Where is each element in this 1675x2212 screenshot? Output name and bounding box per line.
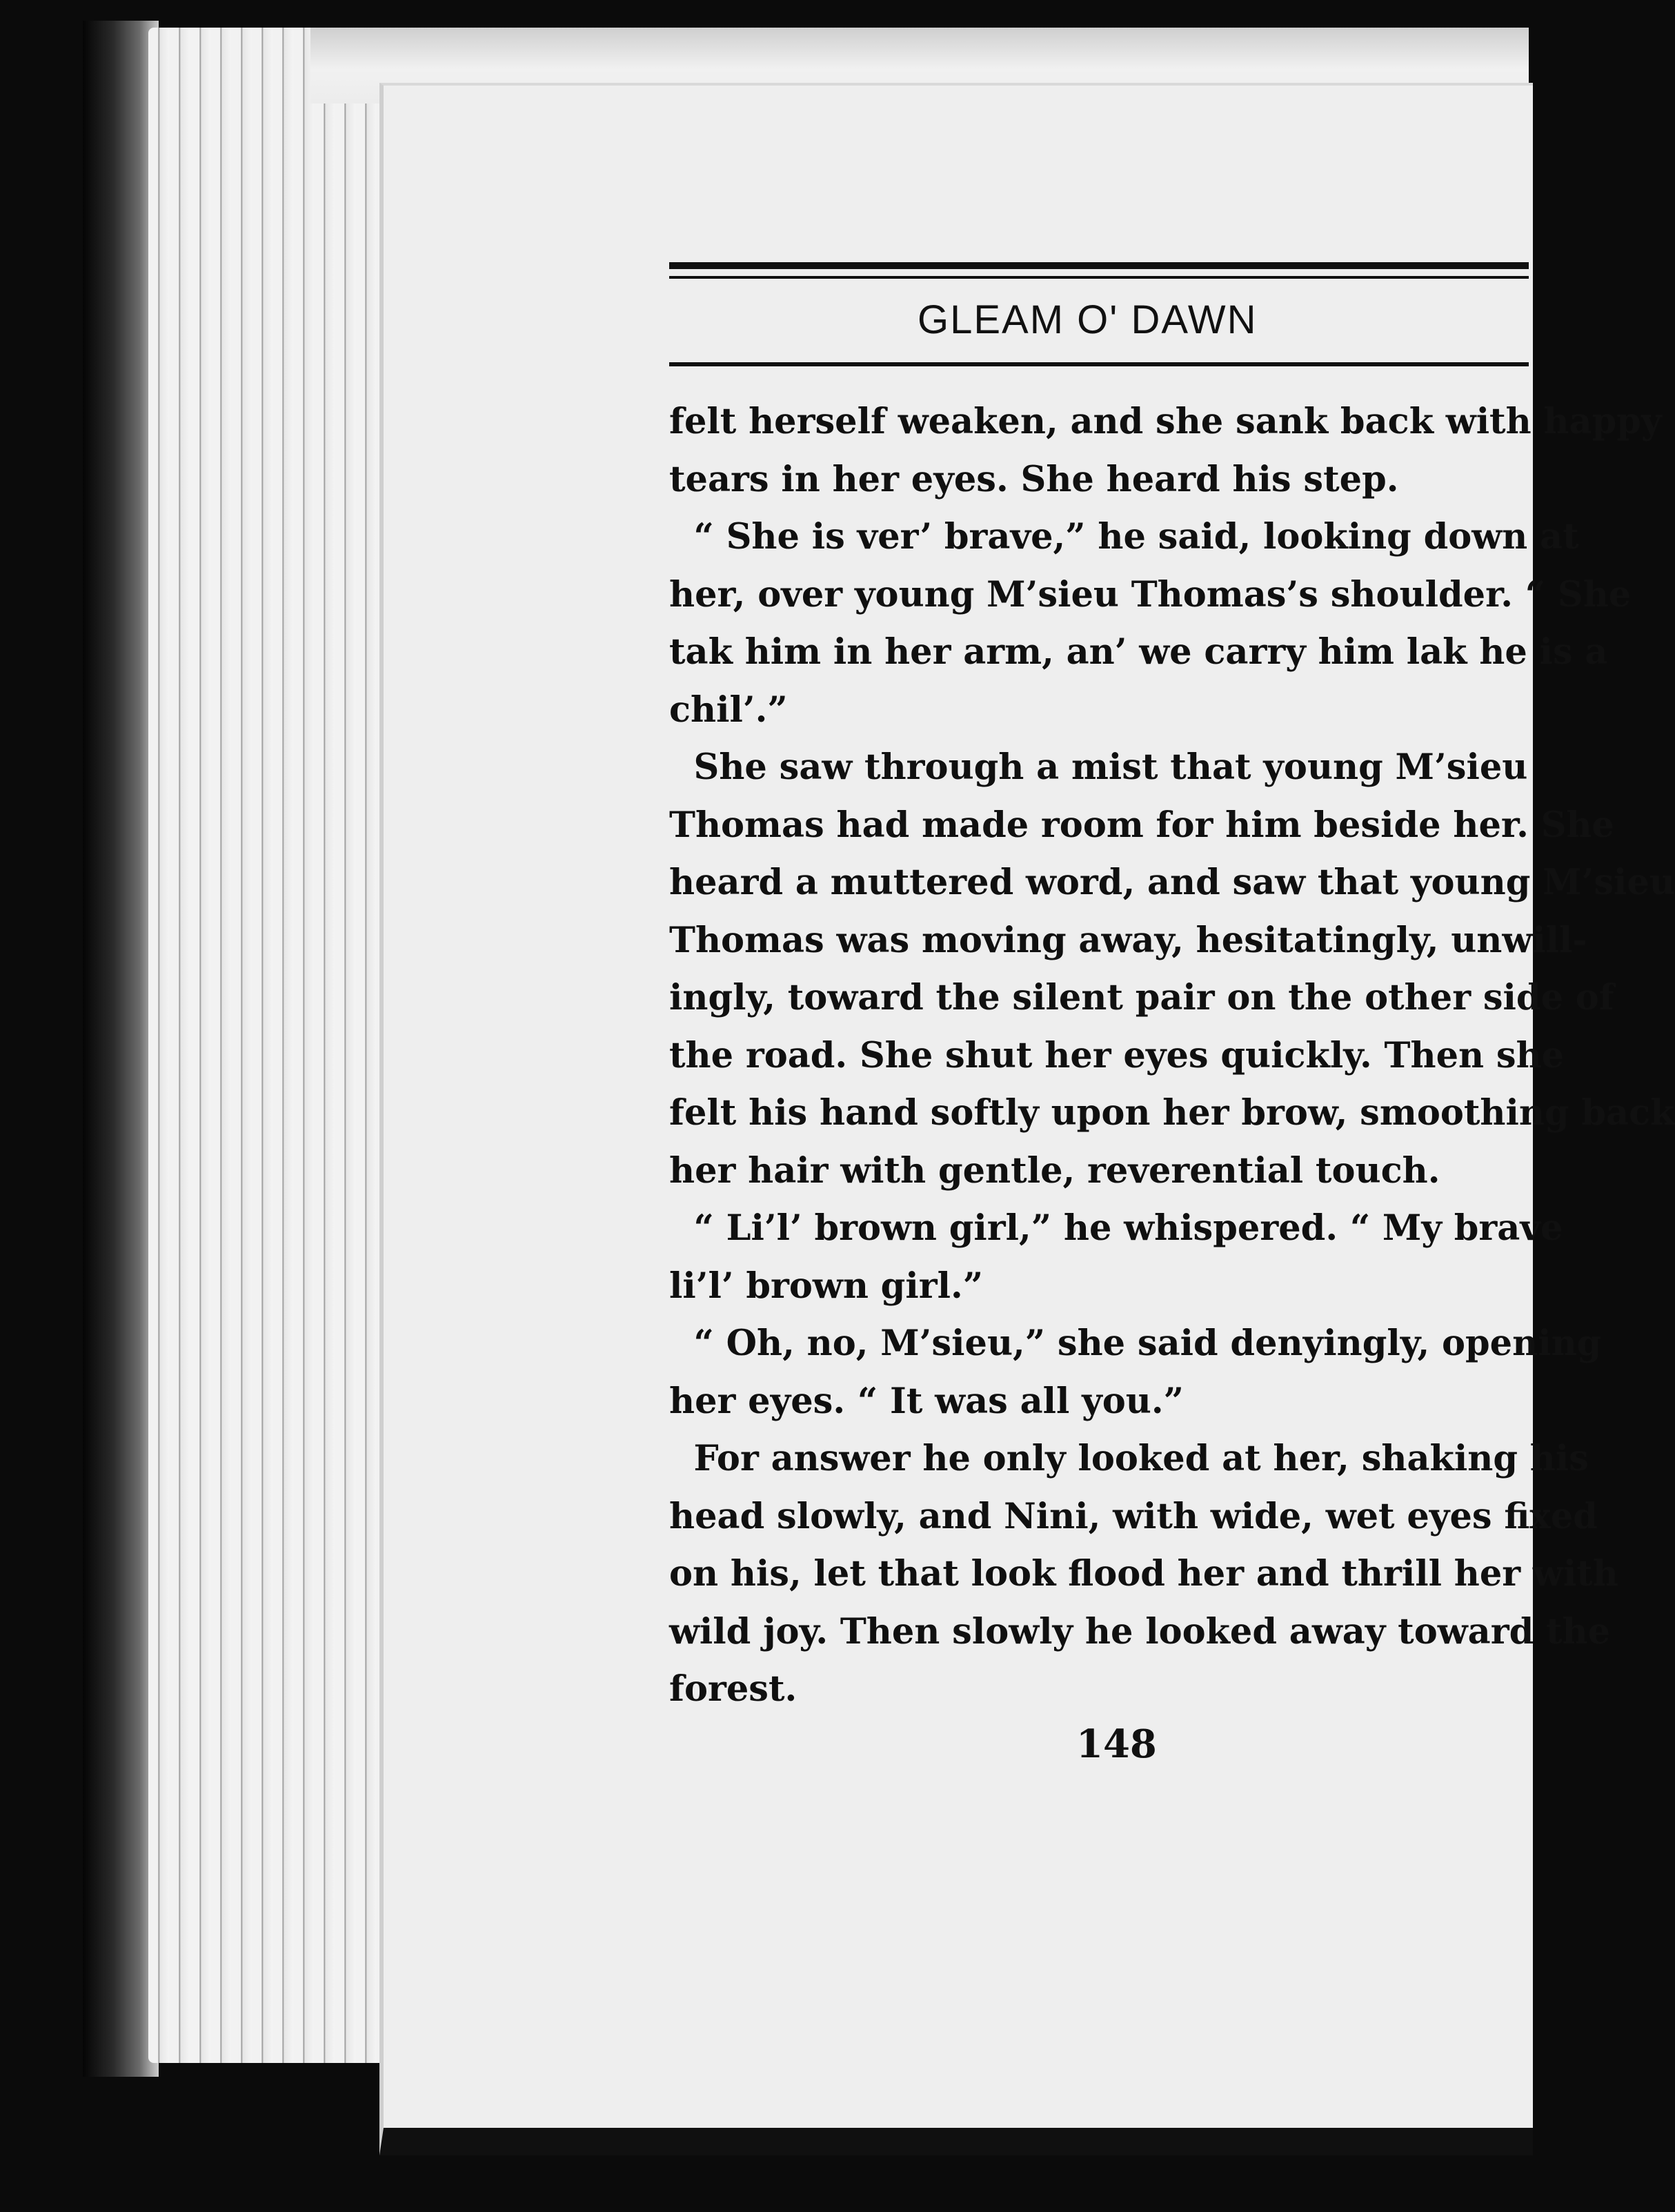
text-line: “ She is ver’ brave,” he said, looking down at — [669, 516, 1579, 557]
book-edge-shadow — [83, 21, 159, 2077]
text-line: felt his hand softly upon her brow, smoothing back — [669, 1092, 1675, 1134]
text-line: She saw through a mist that young M’sieu — [669, 747, 1528, 788]
text-line: forest. — [669, 1668, 797, 1710]
running-head: GLEAM O' DAWN — [918, 297, 1258, 342]
text-line: on his, let that look flood her and thrill her with — [669, 1553, 1618, 1594]
running-head-rule — [669, 362, 1529, 366]
text-line: her, over young M’sieu Thomas’s shoulder. “ She — [669, 573, 1632, 615]
text-line: wild joy. Then slowly he looked away toward the — [669, 1610, 1611, 1652]
text-line: head slowly, and Nini, with wide, wet eyes fixed — [669, 1495, 1598, 1537]
text-line: tears in her eyes. She heard his step. — [669, 458, 1399, 500]
text-line: her hair with gentle, reverential touch. — [669, 1149, 1440, 1192]
text-line: her eyes. “ It was all you.” — [669, 1380, 1184, 1422]
stacked-page-edges — [148, 28, 404, 2063]
text-line: “ Oh, no, M’sieu,” she said denyingly, opening — [669, 1323, 1602, 1364]
header-rule-thin — [669, 276, 1529, 279]
text-line: Thomas had made room for him beside her. She — [669, 804, 1614, 846]
text-line: ingly, toward the silent pair on the other side of — [669, 977, 1614, 1018]
body-text — [669, 393, 1675, 1718]
header-rule-thick — [669, 262, 1529, 269]
header-rule — [669, 262, 1529, 283]
text-line: the road. She shut her eyes quickly. Then she — [669, 1034, 1565, 1076]
text-line: tak him in her arm, an’ we carry him lak he is a — [669, 631, 1608, 673]
text-line: heard a muttered word, and saw that young M’sieu — [669, 862, 1675, 903]
text-line: Thomas was moving away, hesitatingly, unwill- — [669, 919, 1587, 961]
text-line: felt herself weaken, and she sank back with happy — [669, 401, 1662, 442]
text-line: chil’.” — [669, 689, 788, 731]
page-number: 148 — [1076, 1721, 1157, 1767]
text-line: “ Li’l’ brown girl,” he whispered. “ My brave — [669, 1207, 1563, 1249]
text-line: li’l’ brown girl.” — [669, 1265, 984, 1307]
text-line: For answer he only looked at her, shaking his — [669, 1438, 1589, 1479]
